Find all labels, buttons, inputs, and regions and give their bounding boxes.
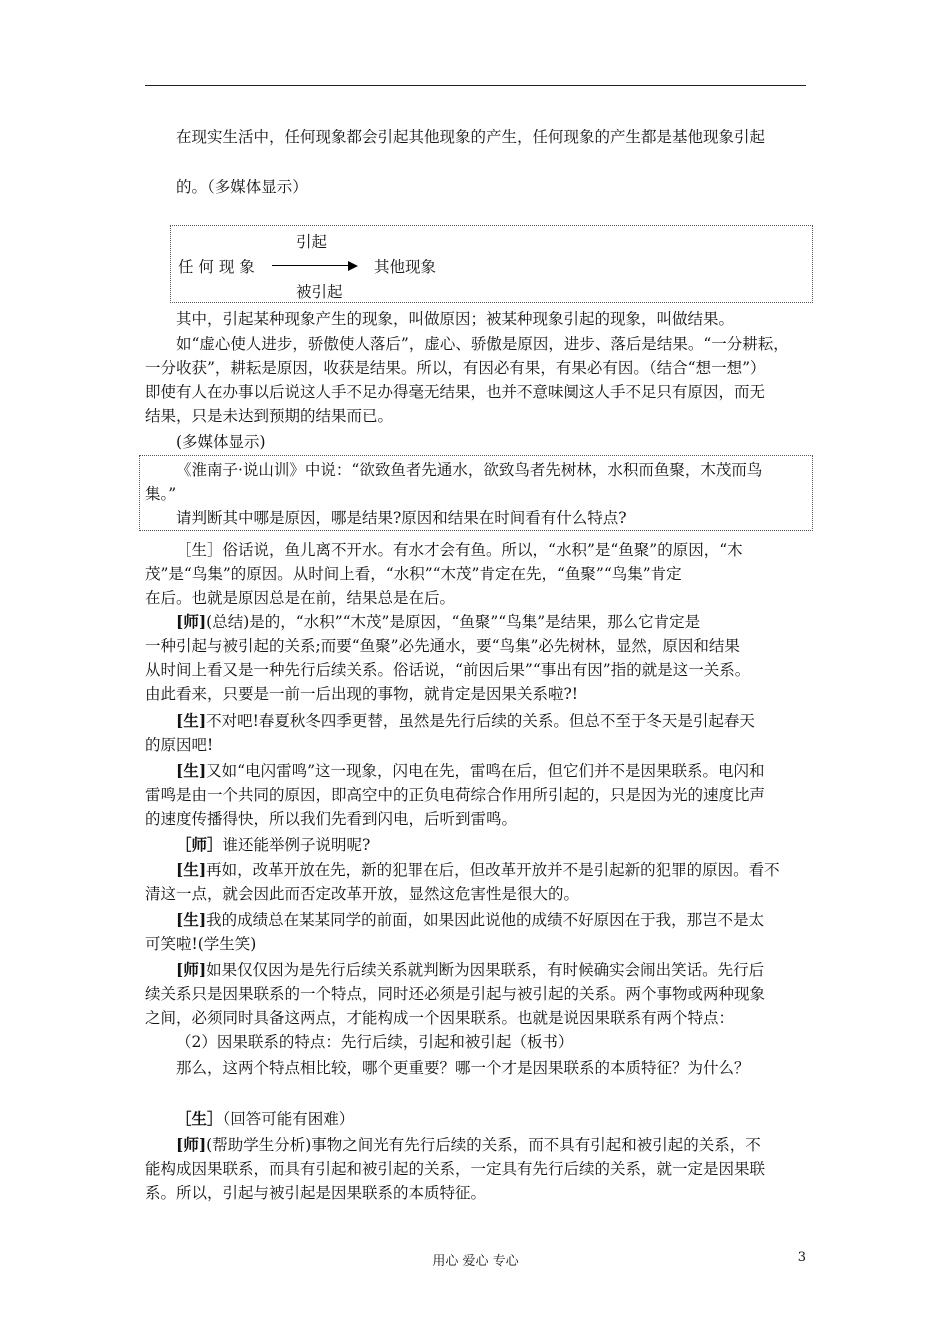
dialogue-line: 在后。也就是原因总是在前，结果总是在后。 — [145, 589, 456, 607]
dialogue-line: 一种引起与被引起的关系;而要“鱼聚”必先通水，要“鸟集”必先树林，显然，原因和结果 — [145, 637, 740, 655]
paragraph-line: 其中，引起某种现象产生的现象，叫做原因；被某种现象引起的现象，叫做结果。 — [176, 310, 735, 328]
dialogue-line: 系。所以，引起与被引起是因果联系的本质特征。 — [145, 1184, 487, 1202]
speaker-label: [生] — [176, 711, 207, 730]
dialogue-line: 之间，必须同时具备这两点，才能构成一个因果联系。也就是说因果联系有两个特点： — [145, 1009, 735, 1027]
speaker-label: [师] — [176, 1135, 207, 1154]
dialogue-line: [生]又如“电闪雷鸣”这一现象，闪电在先，雷鸣在后，但它们并不是因果联系。电闪和 — [176, 761, 765, 780]
dialogue-line: ［生］俗话说，鱼儿离不开水。有水才会有鱼。所以，“水积”是“鱼聚”的原因，“木 — [176, 541, 743, 559]
dialogue-line: 的速度传播得快，所以我们先看到闪电，后听到雷鸣。 — [145, 810, 518, 828]
paragraph-line: (多媒体显示) — [176, 433, 266, 451]
dialogue-line: ［师］谁还能举例子说明呢? — [176, 835, 371, 854]
diagram-bottom-label: 被引起 — [296, 283, 343, 301]
paragraph-line: 的。（多媒体显示） — [176, 178, 308, 196]
paragraph-line: 一分收获”，耕耘是原因，收获是结果。所以，有因必有果，有果必有因。（结合“想一想”） — [145, 359, 766, 377]
dialogue-line: 清这一点，就会因此而否定改革开放，显然这危害性是很大的。 — [145, 885, 580, 903]
speaker-label: [生] — [176, 860, 207, 879]
speaker-label: [生] — [176, 761, 207, 780]
quote-line: 请判断其中哪是原因，哪是结果?原因和结果在时间看有什么特点? — [176, 509, 627, 527]
speaker-label: ［生］ — [176, 541, 223, 559]
dialogue-line: 从时间上看又是一种先行后续关系。俗话说，“前因后果”“事出有因”指的就是这一关系。 — [145, 661, 751, 679]
dialogue-line: 的原因吧! — [145, 736, 214, 754]
dialogue-line: [生]再如，改革开放在先，新的犯罪在后，但改革开放并不是引起新的犯罪的原因。看不 — [176, 860, 780, 879]
page-number: 3 — [797, 1250, 806, 1265]
diagram-right-label: 其他现象 — [374, 258, 437, 276]
dialogue-line: 续关系只是因果联系的一个特点，同时还必须是引起与被引起的关系。两个事物或两种现象 — [145, 985, 766, 1003]
speaker-label: [师] — [176, 960, 207, 979]
diagram-box — [170, 225, 813, 303]
speaker-label: ［师］ — [176, 835, 223, 854]
dialogue-line: 可笑啦!(学生笑) — [145, 935, 257, 953]
footer-motto: 用心 爱心 专心 — [432, 1254, 519, 1269]
header-rule — [145, 85, 806, 86]
diagram-top-label: 引起 — [296, 233, 328, 251]
dialogue-line: 能构成因果联系，而具有引起和被引起的关系，一定具有先行后续的关系，就一定是因果联 — [145, 1160, 766, 1178]
paragraph-line: 在现实生活中，任何现象都会引起其他现象的产生，任何现象的产生都是基他现象引起 — [176, 128, 766, 146]
arrow-right-icon — [272, 265, 356, 266]
diagram-left-label: 任 何 现 象 — [178, 258, 255, 276]
quote-line: 集。” — [145, 485, 177, 503]
dialogue-line: 雷鸣是由一个共同的原因，即高空中的正负电荷综合作用所引起的，只是因为光的速度比声 — [145, 786, 766, 804]
speaker-label: [师] — [176, 612, 207, 631]
dialogue-line: [生]不对吧!春夏秋冬四季更替，虽然是先行后续的关系。但总不至于冬天是引起春天 — [176, 711, 755, 730]
dialogue-line: 由此看来，只要是一前一后出现的事物，就肯定是因果关系啦?! — [145, 685, 579, 703]
paragraph-line: 结果，只是未达到预期的结果而已。 — [145, 407, 394, 425]
question-line: 那么，这两个特点相比较，哪个更重要？哪一个才是因果联系的本质特征？为什么？ — [176, 1059, 750, 1077]
dialogue-line: [师]如果仅仅因为是先行后续关系就判断为因果联系，有时候确实会闹出笑话。先行后 — [176, 960, 765, 979]
dialogue-line: ［生］（回答可能有困难） — [176, 1109, 355, 1128]
quote-line: 《淮南子·说山训》中说：“欲致鱼者先通水，欲致鸟者先树林，水积而鱼聚，木茂而鸟 — [176, 461, 763, 479]
dialogue-line: 茂”是“鸟集”的原因。从时间上看，“水积”“木茂”肯定在先，“鱼聚”“鸟集”肯定 — [145, 565, 682, 583]
speaker-label: ［生］ — [176, 1109, 223, 1128]
dialogue-line: [师](总结)是的，“水积”“木茂”是原因，“鱼聚”“鸟集”是结果，那么它肯定是 — [176, 612, 701, 631]
paragraph-line: 即使有人在办事以后说这人手不足办得毫无结果，也并不意味阒这人手不足只有原因，而无 — [145, 383, 766, 401]
paragraph-line: 如“虚心使人进步，骄傲使人落后”，虚心、骄傲是原因，进步、落后是结果。“一分耕耘， — [176, 335, 789, 353]
speaker-label: [生] — [176, 910, 207, 929]
dialogue-line: [师](帮助学生分析)事物之间光有先行后续的关系，而不具有引起和被引起的关系，不 — [176, 1135, 761, 1154]
board-note: （2）因果联系的特点：先行后续，引起和被引起（板书） — [176, 1033, 574, 1051]
dialogue-line: [生]我的成绩总在某某同学的前面，如果因此说他的成绩不好原因在于我，那岂不是太 — [176, 910, 765, 929]
